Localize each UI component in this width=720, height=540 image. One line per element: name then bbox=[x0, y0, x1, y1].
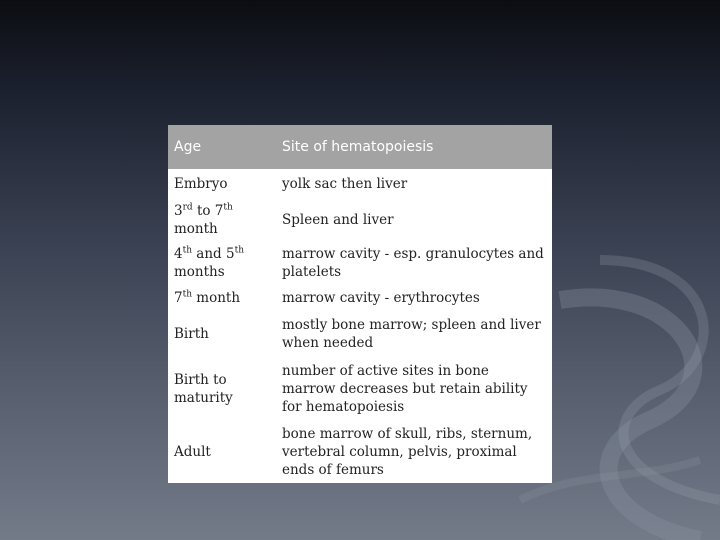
age-cell: Birth to maturity bbox=[174, 372, 233, 406]
table-body bbox=[168, 169, 552, 483]
age-cell: 3rd to 7th month bbox=[174, 202, 233, 237]
hematopoiesis-table bbox=[168, 125, 552, 483]
site-cell: marrow cavity - erythrocytes bbox=[282, 290, 480, 306]
table-row bbox=[168, 421, 552, 483]
site-cell: marrow cavity - esp. granulocytes and platelets bbox=[282, 246, 544, 280]
column-header-site: Site of hematopoiesis bbox=[272, 125, 552, 169]
site-cell: number of active sites in bone marrow decreases but retain ability for hematopoiesis bbox=[282, 363, 528, 415]
site-cell: bone marrow of skull, ribs, sternum, vertebral column, pelvis, proximal ends of femurs bbox=[282, 426, 533, 478]
age-cell: Adult bbox=[174, 444, 211, 460]
table-row bbox=[168, 169, 552, 199]
table-row bbox=[168, 357, 552, 421]
site-cell: Spleen and liver bbox=[282, 212, 394, 228]
site-cell: yolk sac then liver bbox=[282, 176, 408, 192]
site-cell: mostly bone marrow; spleen and liver when needed bbox=[282, 317, 541, 351]
hematopoiesis-table-container bbox=[168, 125, 552, 483]
table-row bbox=[168, 199, 552, 241]
column-header-age: Age bbox=[168, 125, 272, 169]
table-row bbox=[168, 311, 552, 357]
table-row bbox=[168, 241, 552, 285]
age-cell: 4th and 5th months bbox=[174, 245, 244, 280]
age-cell: Embryo bbox=[174, 176, 228, 192]
age-cell: Birth bbox=[174, 326, 209, 342]
table-header-row bbox=[168, 125, 552, 169]
table-header bbox=[168, 125, 552, 169]
age-cell: 7th month bbox=[174, 289, 241, 306]
table-row bbox=[168, 285, 552, 311]
